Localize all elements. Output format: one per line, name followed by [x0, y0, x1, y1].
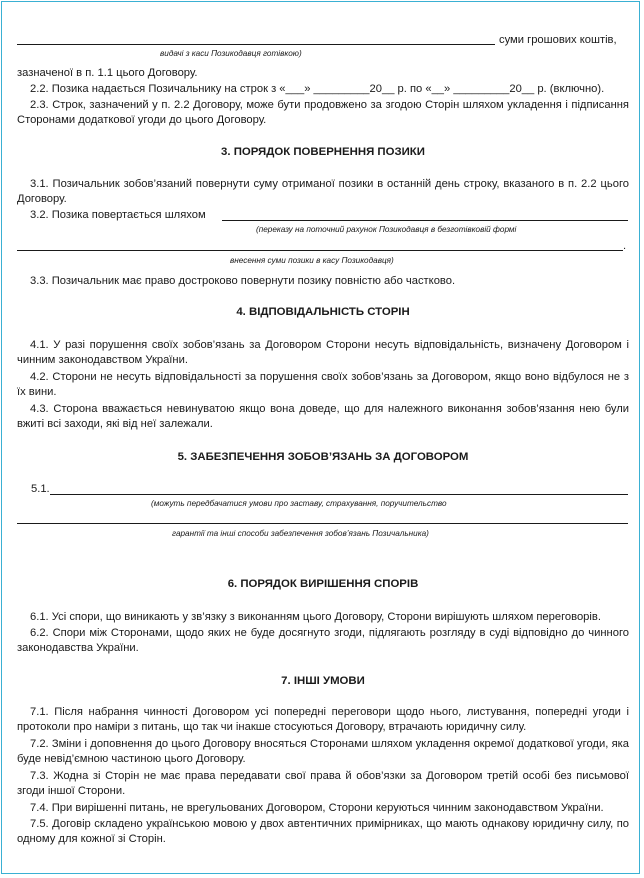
- field-hint: (переказу на поточний рахунок Позикодавця в безготівковій формі: [256, 225, 517, 234]
- paragraph-3-1: 3.1. Позичальник зобов’язаний повернути суму отриманої позики в останній день строку, вказаного в п. 2.2 цього Договору.: [17, 178, 629, 205]
- paragraph-3-3: 3.3. Позичальник має право достроково повернути позику повністю або частково.: [30, 275, 456, 287]
- blank-line: [222, 220, 628, 221]
- paragraph-3-2: 3.2. Позика повертається шляхом: [30, 209, 206, 221]
- paragraph-7-4: 7.4. При вирішенні питань, не врегульованих Договором, Сторони керуються чинним законодавством України.: [30, 802, 604, 814]
- field-hint: внесення суми позики в касу Позикодавця): [230, 256, 394, 265]
- blank-line: [50, 494, 628, 495]
- blank-line: [17, 44, 495, 45]
- paragraph-2-2: 2.2. Позика надається Позичальнику на строк з «___» _________20__ р. по «__» _________20__ р. (включно).: [30, 83, 605, 95]
- paragraph: зазначеної в п. 1.1 цього Договору.: [17, 67, 198, 79]
- section-heading: 3. ПОРЯДОК ПОВЕРНЕННЯ ПОЗИКИ: [221, 146, 425, 158]
- section-heading: 5. ЗАБЕЗПЕЧЕННЯ ЗОБОВ’ЯЗАНЬ ЗА ДОГОВОРОМ: [177, 451, 469, 463]
- paragraph-6-2: 6.2. Спори між Сторонами, щодо яких не буде досягнуто згоди, підлягають розгляду в суді відповідно до чинного законодавства України.: [17, 627, 629, 654]
- paragraph-4-1: 4.1. У разі порушення своїх зобов’язань за Договором Сторони несуть відповідальність, визначену Договором і чинним законодавством України.: [17, 339, 629, 366]
- paragraph-4-3: 4.3. Сторона вважається невинуватою якщо вона доведе, що для належного виконання зобов’язання нею були вжиті всі заходи, які від неї залежали.: [17, 403, 629, 430]
- blank-line: [17, 250, 623, 251]
- field-hint: (можуть передбачатися умови про заставу, страхування, поручительство: [151, 499, 447, 508]
- amount-suffix: суми грошових коштів,: [499, 34, 617, 46]
- line-end-dot: .: [623, 240, 627, 252]
- paragraph-7-3: 7.3. Жодна зі Сторін не має права передавати свої права й обов’язки за Договором третій особі без письмової згоди іншої Сторони.: [17, 770, 629, 797]
- section-heading: 7. ІНШІ УМОВИ: [281, 675, 365, 687]
- paragraph-4-2: 4.2. Сторони не несуть відповідальності за порушення своїх зобов’язань за Договором, якщо воно відбулося не з їх вини.: [17, 371, 629, 398]
- field-hint: гарантії та інші способи забезпечення зобов’язань Позичальника): [172, 529, 429, 538]
- paragraph-5-1: 5.1.: [31, 483, 50, 495]
- paragraph-7-5: 7.5. Договір складено українською мовою у двох автентичних примірниках, що мають однакову юридичну силу, по одному для кожної зі Сторін.: [17, 818, 629, 845]
- paragraph-7-2: 7.2. Зміни і доповнення до цього Договору вносяться Сторонами шляхом укладення окремої додаткової угоди, яка буде невід’ємною частиною цього Договору.: [17, 738, 629, 765]
- paragraph-7-1: 7.1. Після набрання чинності Договором усі попередні переговори щодо нього, листування, попередні угоди і протоколи про наміри з питань, що так чи інакше стосуються Договору, втрачають юридичну силу.: [17, 706, 629, 733]
- blank-line: [17, 523, 628, 524]
- section-heading: 4. ВІДПОВІДАЛЬНІСТЬ СТОРІН: [236, 306, 410, 318]
- section-heading: 6. ПОРЯДОК ВИРІШЕННЯ СПОРІВ: [227, 578, 419, 590]
- paragraph-6-1: 6.1. Усі спори, що виникають у зв’язку з виконанням цього Договору, Сторони вирішують шляхом переговорів.: [30, 611, 601, 623]
- paragraph-2-3: 2.3. Строк, зазначений у п. 2.2 Договору, може бути продовжено за згодою Сторін шляхом укладення і підписання Сторонами додаткової угоди до цього Договору.: [17, 99, 629, 126]
- field-hint: видачі з каси Позикодавця готівкою): [160, 49, 302, 58]
